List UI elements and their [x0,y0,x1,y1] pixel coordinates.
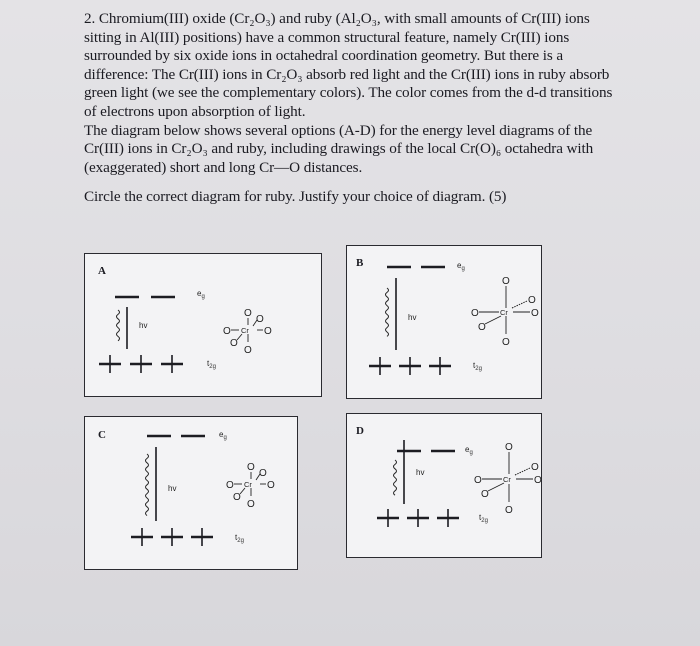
t2g-label: $t_{2g}$ [207,359,216,370]
hv-label: hv [168,484,177,493]
diagram-b-drawing [347,246,543,400]
svg-text:O: O [481,489,489,500]
svg-text:O: O [531,462,539,473]
svg-text:O: O [244,345,252,356]
t2g-label: $t_{2g}$ [235,533,244,544]
svg-text:O: O [247,462,255,473]
svg-text:O: O [259,468,267,479]
t2g-label: $t_{2g}$ [473,361,482,372]
photon-wave [386,288,389,336]
cr-label: Cr [500,308,508,317]
diagram-c-panel[interactable] [84,416,298,570]
svg-text:O: O [474,475,482,486]
diagram-b-label: B [356,257,364,269]
question-line: sitting in Al(III) positions) have a common structural feature, namely Cr(III) ions [84,28,570,46]
svg-text:O: O [256,314,264,325]
svg-text:O: O [264,326,272,337]
svg-text:O: O [528,295,536,306]
question-line: green light (we see the complementary colors). The color comes from the d-d transitions [84,84,613,102]
question-line: 2. Chromium(III) oxide (Cr₂O₃) and ruby (Al₂O₃, with small amounts of Cr(III) ions [84,10,590,27]
question-line: (exaggerated) short and long Cr—O distances. [84,158,363,176]
question-line: surrounded by six oxide ions in octahedral coordination geometry. But there is a [84,47,564,65]
svg-text:O: O [247,499,255,510]
octahedron-drawing [474,442,542,516]
question-line: of electrons upon absorption of light. [84,102,306,120]
photon-wave [146,454,149,516]
octahedron-drawing [223,308,272,356]
eg-label: $e_g$ [197,289,205,300]
t2g-label: $t_{2g}$ [479,513,488,524]
svg-text:O: O [531,308,539,319]
question-line: difference: The Cr(III) ions in Cr₂O₃ absorb red light and the Cr(III) ions in ruby absorb [84,65,610,83]
svg-text:O: O [505,505,513,516]
photon-wave [394,460,397,495]
svg-text:O: O [505,442,513,453]
svg-text:O: O [502,276,510,287]
eg-label: $e_g$ [457,261,465,272]
svg-text:O: O [471,308,479,319]
diagram-d-panel[interactable] [346,413,542,558]
eg-label: $e_g$ [219,430,227,441]
diagram-a-label: A [98,265,106,277]
hv-label: hv [416,468,425,477]
diagram-d-label: D [356,425,364,437]
eg-label: $e_g$ [465,445,473,456]
diagram-d-drawing [347,414,543,559]
diagram-b-panel[interactable] [346,245,542,399]
photon-wave [117,310,120,341]
octahedron-drawing [471,276,539,348]
cr-label: Cr [241,326,249,335]
svg-text:O: O [230,338,238,349]
diagram-c-drawing [85,417,299,571]
question-instruction: Circle the correct diagram for ruby. Justify your choice of diagram. (5) [84,188,507,206]
question-text [84,10,674,207]
cr-label: Cr [244,480,252,489]
svg-text:O: O [478,322,486,333]
diagram-a-drawing [85,254,323,398]
svg-text:O: O [502,337,510,348]
hv-label: hv [139,321,148,330]
cr-label: Cr [503,475,511,484]
svg-text:O: O [244,308,252,319]
svg-text:O: O [223,326,231,337]
hv-label: hv [408,313,417,322]
octahedron-drawing [226,462,275,510]
svg-text:O: O [233,492,241,503]
question-line: Cr(III) ions in Cr₂O₃ and ruby, including drawings of the local Cr(O)₆ octahedra with [84,140,594,158]
svg-text:O: O [267,480,275,491]
question-line: The diagram below shows several options (A-D) for the energy level diagrams of the [84,121,593,139]
svg-text:O: O [534,475,542,486]
diagram-a-panel[interactable] [84,253,322,397]
diagram-c-label: C [98,429,106,441]
svg-text:O: O [226,480,234,491]
